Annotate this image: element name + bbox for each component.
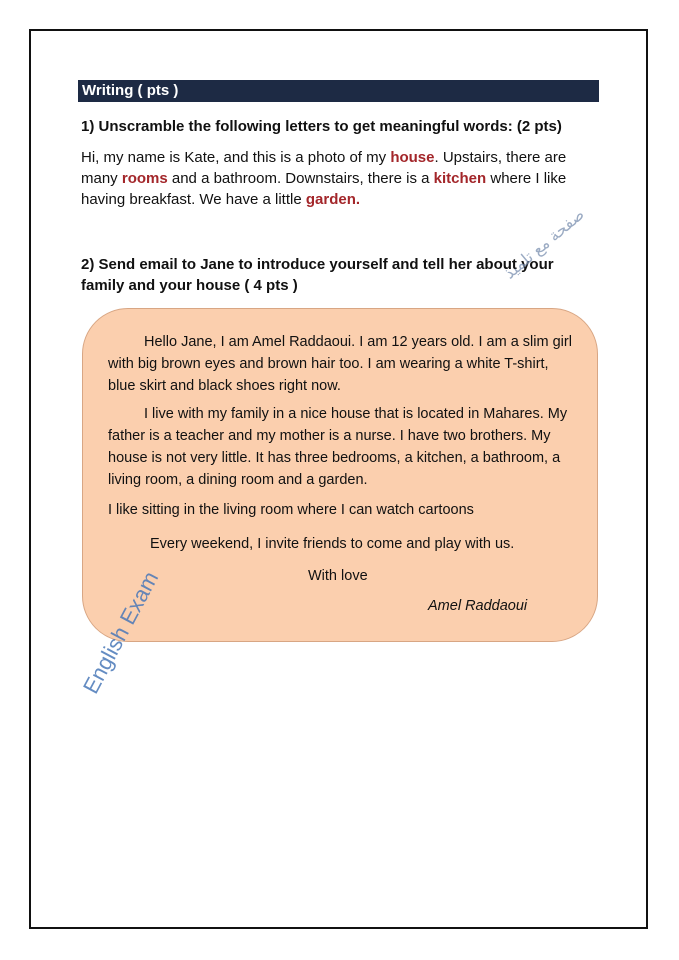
english-watermark: English Exam [78, 567, 164, 698]
paragraph-text: and a bathroom. Downstairs, there is a [167, 170, 434, 187]
letter-paragraph-2: I live with my family in a nice house that is located in Mahares. My father is a teacher and my mother is a nurse. I have two brothers. My house is not very little. It has three bedrooms, a kitchen, a bathroom, a living room, a dining room and a garden. [108, 406, 568, 488]
letter-closing: With love [308, 568, 368, 584]
letter-signature: Amel Raddaoui [428, 598, 528, 614]
keyword-answer: garden. [305, 191, 361, 208]
question-2-prompt: 2) Send email to Jane to introduce yourself and tell her about your family and your house ( 4 pts ) [81, 256, 554, 294]
keyword-answer: kitchen [433, 170, 487, 187]
question-1-prompt: 1) Unscramble the following letters to get meaningful words: (2 pts) [81, 118, 562, 135]
question-1-paragraph [81, 147, 601, 210]
keyword-answer: house [390, 149, 435, 166]
letter-paragraph-3: I like sitting in the living room where I can watch cartoons [108, 502, 474, 518]
paragraph-text: where I like having breakfast. We have a little [81, 170, 567, 208]
paragraph-text: Hi, my name is Kate, and this is a photo of my [81, 149, 391, 166]
paragraph-text: . Upstairs, there are many [81, 149, 567, 187]
arabic-watermark: صفحة مع تلميذ [501, 206, 588, 283]
letter-paragraph-1: Hello Jane, I am Amel Raddaoui. I am 12 years old. I am a slim girl with big brown eyes and brown hair too. I am wearing a white T-shirt, blue skirt and black shoes right now. [108, 334, 572, 394]
section-title: Writing ( pts ) [78, 80, 599, 102]
letter-paragraph-4: Every weekend, I invite friends to come and play with us. [150, 536, 515, 552]
keyword-answer: rooms [121, 170, 168, 187]
